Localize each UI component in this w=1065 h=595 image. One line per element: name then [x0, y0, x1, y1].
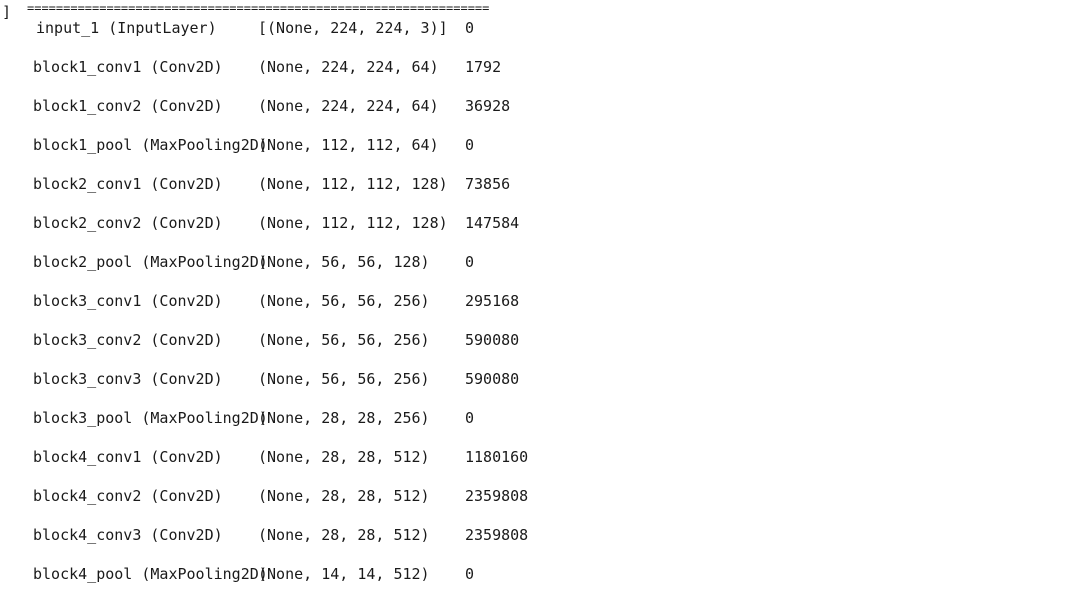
layer-name: block4_conv3 (Conv2D): [33, 526, 223, 544]
param-count: 0: [465, 409, 475, 427]
layer-name: block1_pool (MaxPooling2D): [33, 136, 268, 154]
table-row: [0, 94, 1065, 118]
table-row: [0, 484, 1065, 508]
layer-name: block3_pool (MaxPooling2D): [33, 409, 268, 427]
output-shape: (None, 28, 28, 512): [258, 487, 430, 505]
layer-name: block3_conv1 (Conv2D): [33, 292, 223, 310]
table-row: [0, 562, 1065, 586]
output-shape: (None, 112, 112, 64): [258, 136, 439, 154]
layer-name: block4_conv1 (Conv2D): [33, 448, 223, 466]
layer-name: block2_pool (MaxPooling2D): [33, 253, 268, 271]
output-shape: (None, 56, 56, 256): [258, 292, 430, 310]
output-shape: (None, 28, 28, 256): [258, 409, 430, 427]
layer-name: input_1 (InputLayer): [36, 19, 217, 37]
layer-name: block3_conv3 (Conv2D): [33, 370, 223, 388]
layer-name: block2_conv1 (Conv2D): [33, 175, 223, 193]
param-count: 1792: [465, 58, 502, 76]
table-row: [0, 367, 1065, 391]
param-count: 590080: [465, 331, 520, 349]
table-row: [0, 55, 1065, 79]
param-count: 147584: [465, 214, 520, 232]
param-count: 0: [465, 565, 475, 583]
table-row: [0, 289, 1065, 313]
output-shape: (None, 28, 28, 512): [258, 526, 430, 544]
output-shape: (None, 56, 56, 128): [258, 253, 430, 271]
param-count: 1180160: [465, 448, 529, 466]
table-row: [0, 445, 1065, 469]
param-count: 2359808: [465, 526, 529, 544]
output-shape: [(None, 224, 224, 3)]: [258, 19, 448, 37]
output-shape: (None, 14, 14, 512): [258, 565, 430, 583]
param-count: 295168: [465, 292, 520, 310]
param-count: 590080: [465, 370, 520, 388]
param-count: 0: [465, 136, 475, 154]
layer-name: block1_conv2 (Conv2D): [33, 97, 223, 115]
param-count: 73856: [465, 175, 511, 193]
param-count: 0: [465, 253, 475, 271]
table-row: [0, 523, 1065, 547]
output-shape: (None, 112, 112, 128): [258, 175, 448, 193]
layer-name: block2_conv2 (Conv2D): [33, 214, 223, 232]
output-shape: (None, 56, 56, 256): [258, 331, 430, 349]
output-shape: (None, 224, 224, 64): [258, 97, 439, 115]
output-shape: (None, 56, 56, 256): [258, 370, 430, 388]
param-count: 0: [465, 19, 475, 37]
table-separator: ================================================================: [27, 1, 490, 15]
table-row: [0, 328, 1065, 352]
output-bracket: ]: [2, 3, 12, 21]
output-shape: (None, 28, 28, 512): [258, 448, 430, 466]
table-row: [0, 133, 1065, 157]
output-shape: (None, 112, 112, 128): [258, 214, 448, 232]
table-row: [0, 211, 1065, 235]
layer-name: block3_conv2 (Conv2D): [33, 331, 223, 349]
table-row: [0, 16, 1065, 40]
table-row: [0, 172, 1065, 196]
param-count: 36928: [465, 97, 511, 115]
layer-name: block1_conv1 (Conv2D): [33, 58, 223, 76]
layer-name: block4_pool (MaxPooling2D): [33, 565, 268, 583]
layer-name: block4_conv2 (Conv2D): [33, 487, 223, 505]
param-count: 2359808: [465, 487, 529, 505]
output-shape: (None, 224, 224, 64): [258, 58, 439, 76]
table-row: [0, 250, 1065, 274]
table-row: [0, 406, 1065, 430]
